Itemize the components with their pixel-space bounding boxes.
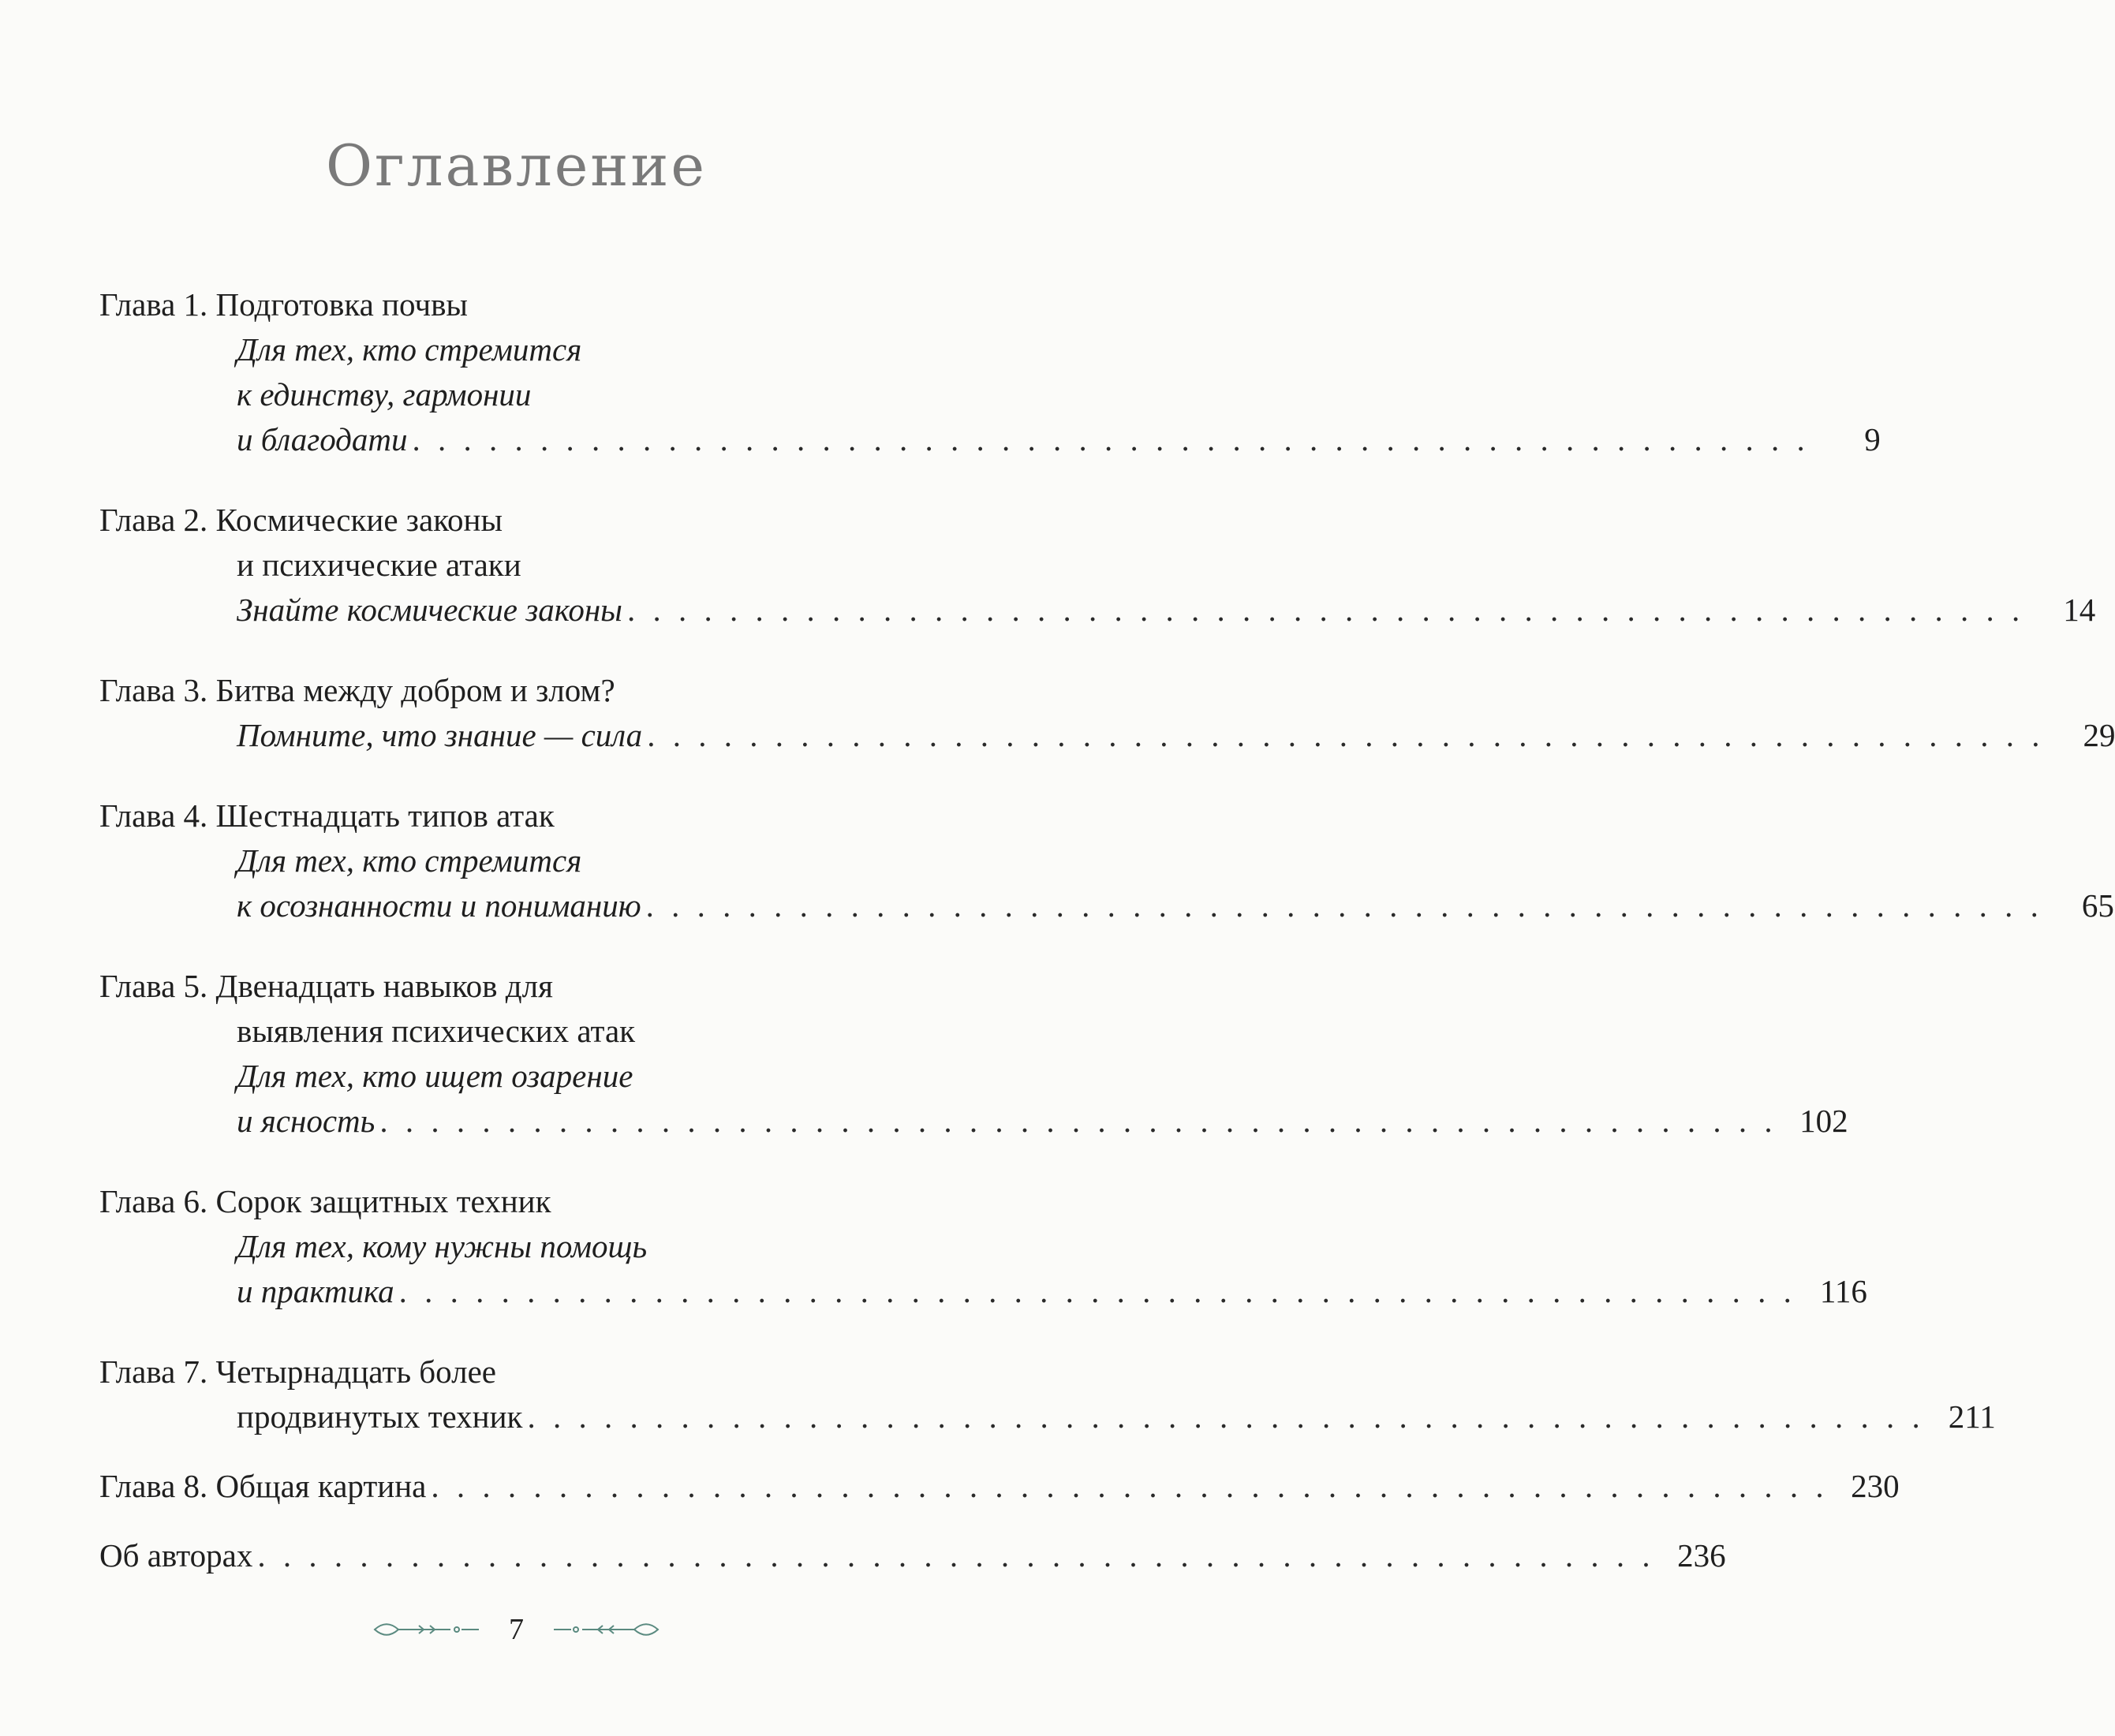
chapter-subtitle: Знайте космические законы	[237, 592, 622, 628]
dot-leader: . . . . . . . . . . . . . . . . . . . . . . . . . . . . . . . . . . . . . . . . . . . . . . . . . . . . . . .	[412, 421, 1810, 457]
chapter-subtitle: к осознанности и пониманию	[237, 887, 641, 924]
page-number: 236	[1677, 1537, 1726, 1574]
page-number: 29	[2083, 717, 2115, 753]
chapter-subtitle: и практика	[237, 1273, 394, 1309]
toc-chapter-3-entry[interactable]	[99, 712, 2115, 758]
chapter-subtitle: Для тех, кто стремится	[237, 842, 582, 879]
chapter-subtitle: к единству, гармонии	[237, 376, 532, 413]
dot-leader: . . . . . . . . . . . . . . . . . . . . . . . . . . . . . . . . . . . . . . . . . . . . . . . . . . . . . . .	[626, 592, 2025, 628]
page-number: 230	[1851, 1468, 1900, 1504]
chapter-subtitle: Для тех, кому нужны помощь	[237, 1228, 648, 1264]
toc-chapter-6-subtitle-line	[99, 1223, 920, 1269]
toc-chapter-5-subtitle-line	[99, 1053, 920, 1099]
dot-leader: . . . . . . . . . . . . . . . . . . . . . . . . . . . . . . . . . . . . . . . . . . . . . . . . . . . . . . .	[645, 887, 2043, 924]
dot-leader: . . . . . . . . . . . . . . . . . . . . . . . . . . . . . . . . . . . . . . . . . . . . . . . . . . . . . . .	[257, 1537, 1655, 1574]
toc-chapter-3-heading	[99, 667, 920, 713]
toc-chapter-5-title-line	[99, 1008, 920, 1054]
page-title: Оглавление	[326, 133, 707, 199]
toc-chapter-4-entry[interactable]	[99, 883, 2114, 928]
toc-chapter-5-heading	[99, 963, 920, 1009]
dot-leader: . . . . . . . . . . . . . . . . . . . . . . . . . . . . . . . . . . . . . . . . . . . . . . . . . . . . . . .	[379, 1103, 1777, 1139]
chapter-label: Глава 1. Подготовка почвы	[99, 286, 468, 323]
chapter-subtitle: и ясность	[237, 1103, 376, 1139]
dot-leader: . . . . . . . . . . . . . . . . . . . . . . . . . . . . . . . . . . . . . . . . . . . . . . . . . . . . . . .	[431, 1468, 1829, 1504]
page-number: 65	[2081, 887, 2114, 924]
chapter-subtitle: и благодати	[237, 421, 408, 457]
toc-chapter-1-subtitle-line	[99, 327, 920, 372]
toc-chapter-7-heading	[99, 1349, 920, 1394]
page-number: 211	[1948, 1398, 1996, 1435]
toc-chapter-2-entry[interactable]	[99, 587, 2096, 633]
page-number: 102	[1799, 1103, 1848, 1139]
chapter-label: Об авторах	[99, 1537, 253, 1574]
decorative-flourish-icon	[372, 1618, 482, 1641]
page-footer	[0, 1606, 1033, 1653]
dot-leader: . . . . . . . . . . . . . . . . . . . . . . . . . . . . . . . . . . . . . . . . . . . . . . . . . . . . . . .	[527, 1398, 1925, 1435]
dot-leader: . . . . . . . . . . . . . . . . . . . . . . . . . . . . . . . . . . . . . . . . . . . . . . . . . . . . . . .	[398, 1273, 1796, 1309]
page-number: 9	[1864, 421, 1881, 457]
toc-chapter-6-heading	[99, 1178, 920, 1224]
toc-chapter-7-entry[interactable]	[99, 1394, 1996, 1439]
toc-chapter-2-heading	[99, 497, 920, 543]
page-number: 14	[2063, 592, 2096, 628]
toc-chapter-6-entry[interactable]	[99, 1268, 1867, 1314]
toc-chapter-4-subtitle-line	[99, 838, 920, 883]
decorative-flourish-icon	[551, 1618, 661, 1641]
page-number-footer: 7	[509, 1613, 524, 1646]
chapter-label: Глава 7. Четырнадцать более	[99, 1353, 496, 1390]
toc-chapter-1-entry[interactable]	[99, 416, 1881, 462]
chapter-subtitle: Помните, что знание — сила	[237, 717, 643, 753]
toc-chapter-1-subtitle-line	[99, 371, 920, 417]
chapter-label: Глава 6. Сорок защитных техник	[99, 1183, 551, 1219]
toc-chapter-5-entry[interactable]	[99, 1098, 1848, 1144]
toc-chapter-2-title-line	[99, 542, 920, 588]
toc-chapter-1-heading	[99, 282, 920, 327]
toc-chapter-4-heading	[99, 793, 920, 838]
chapter-label: Глава 2. Космические законы	[99, 502, 503, 538]
chapter-label: Глава 5. Двенадцать навыков для	[99, 968, 553, 1004]
chapter-subtitle: Для тех, кто ищет озарение	[237, 1058, 633, 1094]
page-number: 116	[1819, 1273, 1867, 1309]
chapter-title-continuation: выявления психических атак	[237, 1013, 636, 1049]
chapter-title-continuation: и психические атаки	[237, 547, 521, 583]
chapter-title-continuation: продвинутых техник	[237, 1398, 523, 1435]
chapter-subtitle: Для тех, кто стремится	[237, 331, 582, 368]
chapter-label: Глава 8. Общая картина	[99, 1468, 427, 1504]
chapter-label: Глава 4. Шестнадцать типов атак	[99, 797, 555, 834]
toc-about-authors-entry[interactable]	[99, 1533, 1726, 1578]
dot-leader: . . . . . . . . . . . . . . . . . . . . . . . . . . . . . . . . . . . . . . . . . . . . . . . . . . . . . . .	[647, 717, 2045, 753]
toc-chapter-8-entry[interactable]	[99, 1463, 1900, 1509]
chapter-label: Глава 3. Битва между добром и злом?	[99, 672, 615, 708]
